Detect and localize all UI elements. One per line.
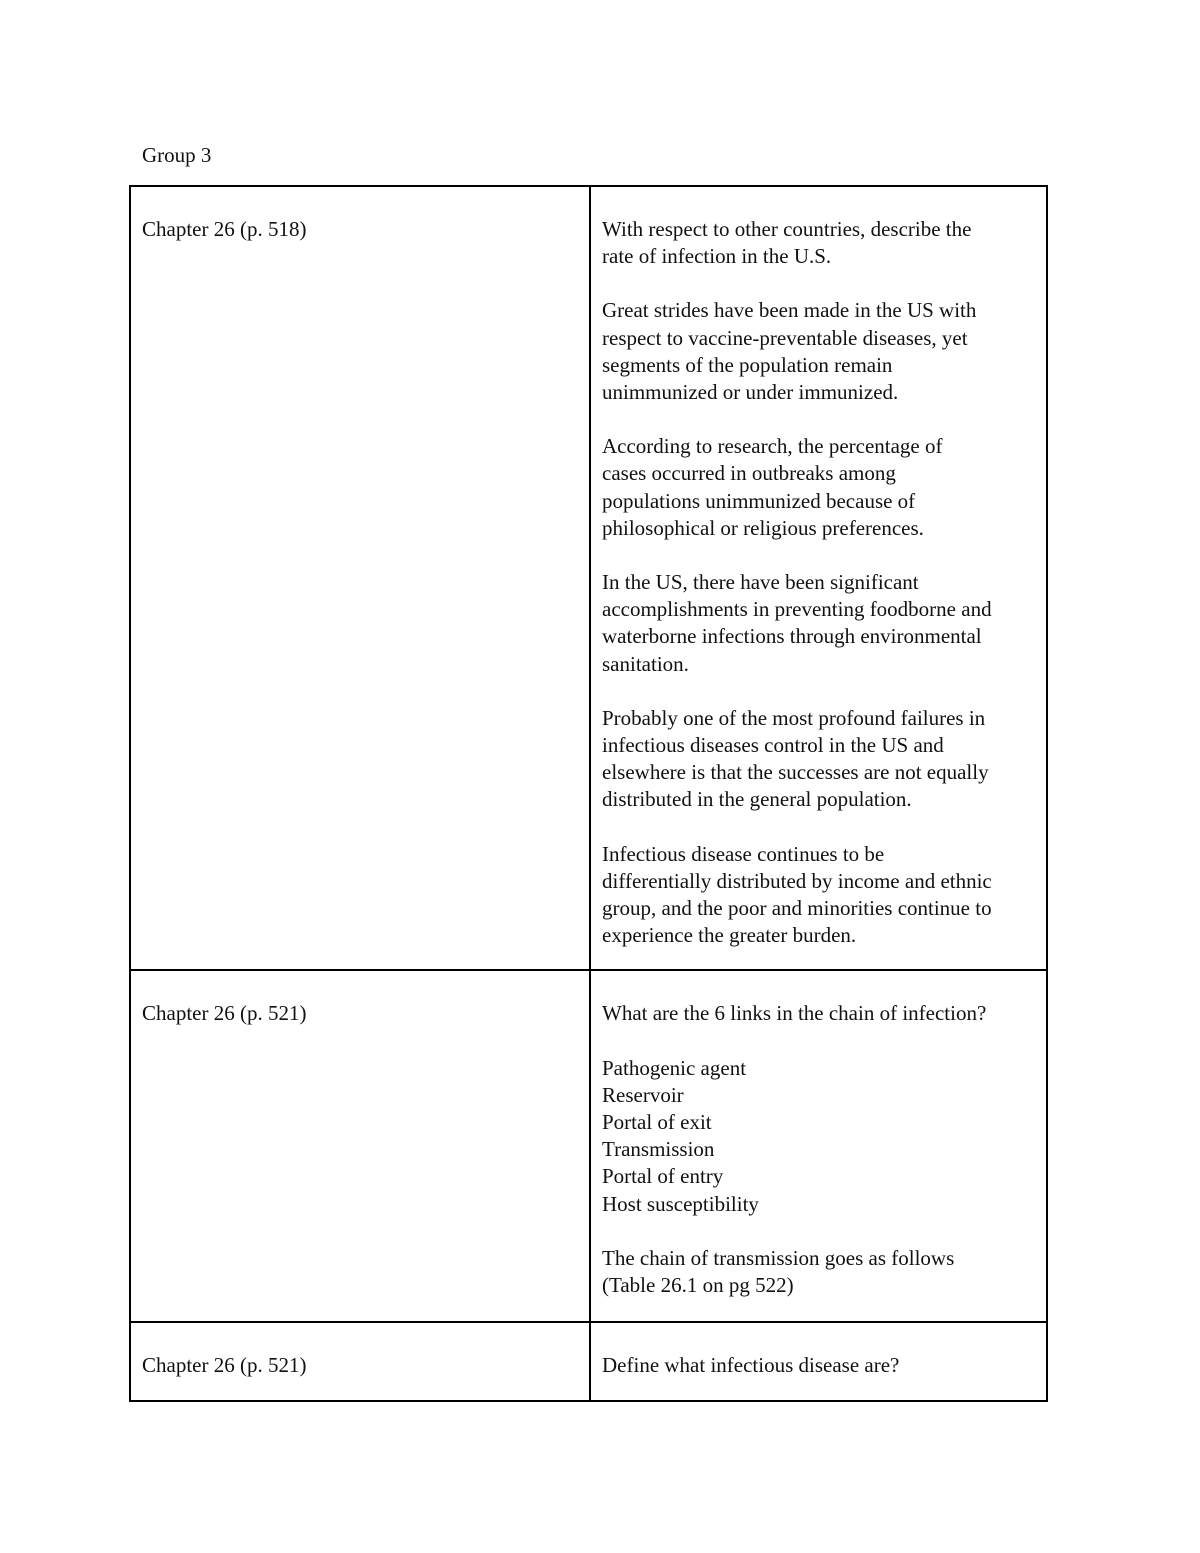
question-text: Define what infectious disease are? xyxy=(602,1353,900,1378)
chapter-reference: Chapter 26 (p. 521) xyxy=(142,1001,307,1026)
chapter-cell xyxy=(130,186,590,970)
content-cell xyxy=(590,1322,1047,1400)
answer-paragraph: Great strides have been made in the US with respect to vaccine-preventable diseases, yet segments of the population remain unimmunized or under immunized. xyxy=(602,298,977,405)
answer-paragraph: In the US, there have been significant accomplishments in preventing foodborne and waterborne infections through environmental sanitation. xyxy=(602,570,992,676)
question-text: With respect to other countries, describe the rate of infection in the U.S. xyxy=(602,217,972,269)
content-cell xyxy=(590,186,1047,970)
answer-paragraph: Infectious disease continues to be differentially distributed by income and ethnic group, and the poor and minorities continue to experience the greater burden. xyxy=(602,841,992,948)
table-row xyxy=(130,1322,1047,1400)
page-heading: Group 3 xyxy=(142,143,212,167)
chapter-reference: Chapter 26 (p. 521) xyxy=(142,1353,307,1378)
answer-paragraph: The chain of transmission goes as follows (Table 26.1 on pg 522) xyxy=(602,1245,955,1298)
table-row xyxy=(130,186,1047,970)
content-cell xyxy=(590,970,1047,1322)
study-table xyxy=(129,185,1048,1402)
chapter-reference: Chapter 26 (p. 518) xyxy=(142,217,307,241)
chain-links-list: Pathogenic agent Reservoir Portal of exit Transmission Portal of entry Host susceptibility xyxy=(602,1055,759,1216)
answer-paragraph: Probably one of the most profound failures in infectious diseases control in the US and elsewhere is that the successes are not equally distributed in the general population. xyxy=(602,705,989,812)
table-row xyxy=(130,970,1047,1322)
answer-paragraph: According to research, the percentage of cases occurred in outbreaks among populations unimmunized because of philosophical or religious preferences. xyxy=(602,434,943,540)
question-text: What are the 6 links in the chain of infection? xyxy=(602,1001,987,1026)
chapter-cell xyxy=(130,970,590,1322)
chapter-cell xyxy=(130,1322,590,1400)
